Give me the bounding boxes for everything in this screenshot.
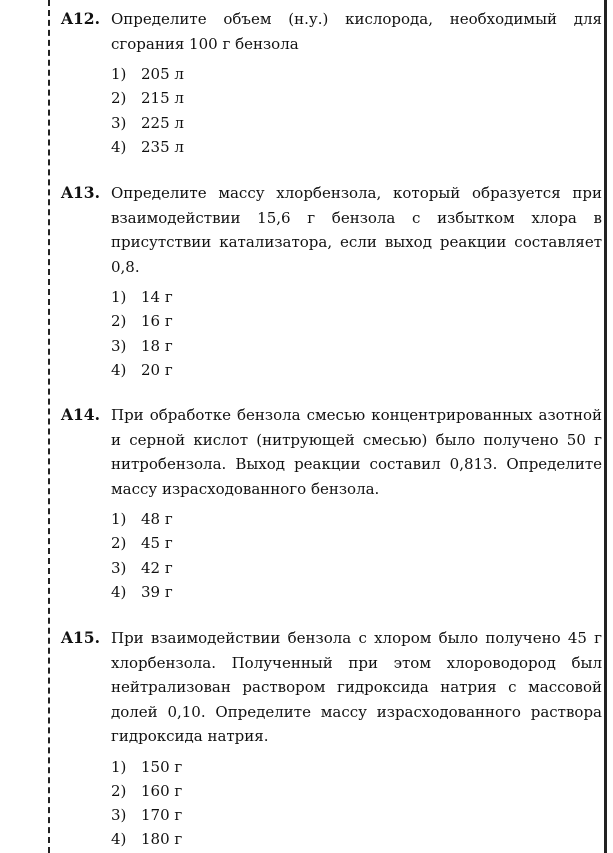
answer-number: 4) <box>111 137 127 156</box>
question-row <box>61 403 602 501</box>
answer-value: 14 г <box>141 288 173 306</box>
answer-number: 3) <box>111 558 127 577</box>
answer-value: 45 г <box>141 534 173 553</box>
answer-value: 205 л <box>141 65 184 83</box>
answer-list <box>61 285 602 382</box>
answer-number: 4) <box>111 360 127 379</box>
question-row <box>61 626 602 749</box>
answer-number: 2) <box>111 312 127 331</box>
answer-value: 235 л <box>141 137 184 156</box>
question-row <box>61 7 602 56</box>
question-row <box>61 181 602 279</box>
answer-option-2[interactable] <box>111 531 602 555</box>
answer-number: 1) <box>111 288 127 306</box>
answer-list <box>61 755 602 852</box>
answer-option-4[interactable] <box>111 580 602 604</box>
question-a13 <box>61 181 602 382</box>
answer-option-1[interactable] <box>111 507 602 531</box>
right-border-line <box>604 0 607 853</box>
answer-number: 1) <box>111 65 127 83</box>
answer-value: 42 г <box>141 558 173 577</box>
answer-number: 1) <box>111 757 127 776</box>
answer-number: 2) <box>111 781 127 800</box>
question-a14 <box>61 403 602 604</box>
question-text: При взаимодействии бензола с хлором было получено 45 г хлорбензола. Полученный при этом хлороводород был нейтрализован раствором гидроксида натрия с массовой долей 0,10. Определите массу израсходованного раствора гидроксида натрия. <box>111 629 602 745</box>
left-dashed-margin-line <box>48 0 50 853</box>
question-number: A13. <box>61 183 100 202</box>
answer-list <box>61 507 602 604</box>
answer-value: 18 г <box>141 336 173 355</box>
question-text: При обработке бензола смесью концентрированных азотной и серной кислот (нитрующей смесью) было получено 50 г нитробензола. Выход реакции составил 0,813. Определите массу израсходованного бензола. <box>111 406 602 498</box>
question-a15 <box>61 626 602 852</box>
answer-value: 160 г <box>141 781 183 800</box>
answer-number: 2) <box>111 89 127 108</box>
answer-option-3[interactable] <box>111 334 602 358</box>
answer-option-2[interactable] <box>111 86 602 110</box>
question-a12 <box>61 7 602 159</box>
answer-option-2[interactable] <box>111 309 602 333</box>
question-text: Определите массу хлорбензола, который образуется при взаимодействии 15,6 г бензола с избытком хлора в присутствии катализатора, если выход реакции составляет 0,8. <box>111 184 602 276</box>
answer-option-4[interactable] <box>111 827 602 851</box>
answer-value: 150 г <box>141 757 183 776</box>
answer-number: 3) <box>111 336 127 355</box>
answer-option-1[interactable] <box>111 755 602 779</box>
answer-value: 48 г <box>141 510 173 528</box>
question-text: Определите объем (н.у.) кислорода, необходимый для сгорания 100 г бензола <box>111 10 602 53</box>
answer-value: 180 г <box>141 830 183 849</box>
question-number: A15. <box>61 628 100 647</box>
question-number: A14. <box>61 405 100 424</box>
answer-option-4[interactable] <box>111 358 602 382</box>
answer-value: 225 л <box>141 113 184 132</box>
answer-number: 4) <box>111 582 127 601</box>
answer-option-3[interactable] <box>111 556 602 580</box>
answer-number: 4) <box>111 830 127 849</box>
answer-number: 3) <box>111 806 127 825</box>
answer-option-1[interactable] <box>111 285 602 309</box>
answer-option-4[interactable] <box>111 135 602 159</box>
answer-option-2[interactable] <box>111 779 602 803</box>
answer-list <box>61 62 602 159</box>
answer-option-3[interactable] <box>111 111 602 135</box>
answer-value: 16 г <box>141 312 173 331</box>
question-number: A12. <box>61 9 100 28</box>
answer-number: 3) <box>111 113 127 132</box>
answer-option-3[interactable] <box>111 803 602 827</box>
answer-value: 39 г <box>141 582 173 601</box>
answer-value: 20 г <box>141 360 173 379</box>
answer-option-1[interactable] <box>111 62 602 86</box>
answer-value: 215 л <box>141 89 184 108</box>
answer-number: 2) <box>111 534 127 553</box>
answer-value: 170 г <box>141 806 183 825</box>
answer-number: 1) <box>111 510 127 528</box>
